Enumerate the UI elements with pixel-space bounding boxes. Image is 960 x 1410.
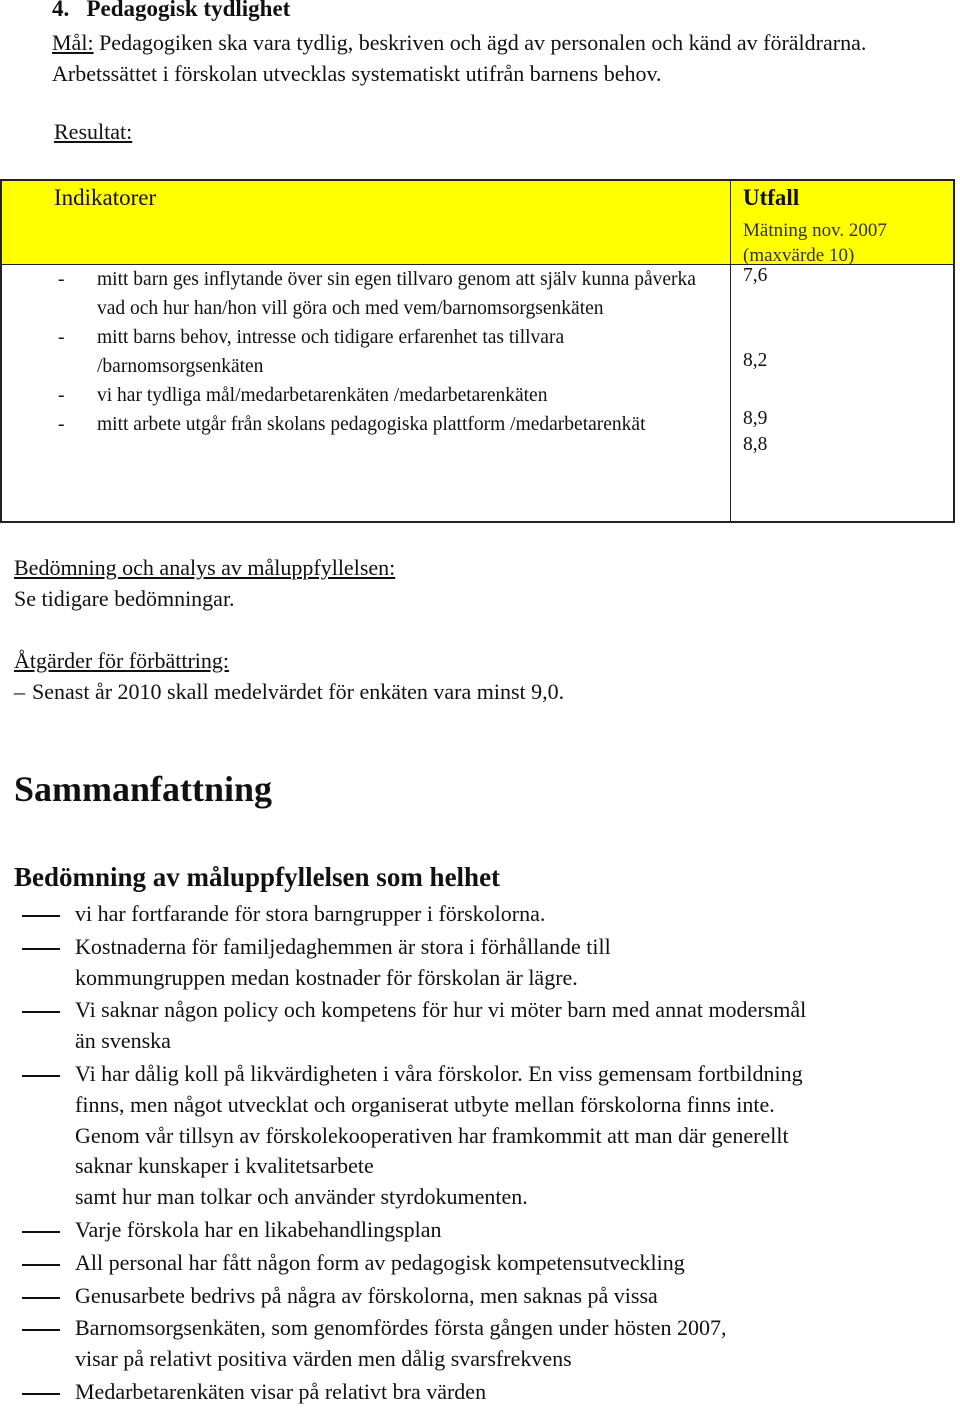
- header-measure: Mätning nov. 2007: [743, 220, 887, 241]
- bullet-line: Genom vår tillsyn av förskolekooperativen har framkommit att man där generellt: [75, 1122, 789, 1148]
- indicator-row: [2, 410, 722, 439]
- bullet-line: All personal har fått någon form av pedagogisk kompetensutveckling: [75, 1249, 685, 1275]
- actions-text: [14, 679, 564, 705]
- goal-paragraph: [52, 27, 932, 89]
- dash-marker: -: [58, 414, 65, 435]
- bullet-line: vi har fortfarande för stora barngrupper i förskolorna.: [75, 901, 546, 926]
- value-cell: 7,6: [743, 265, 768, 286]
- summary-bullet: [0, 1377, 960, 1408]
- indicator-text: mitt barn ges inflytande över sin egen tillvaro genom att själv kunna påverka vad och hur han/hon vill göra och med vem/barnomsorgsenkäten: [97, 269, 696, 319]
- indicator-list: [2, 265, 722, 439]
- summary-bullet: [0, 1215, 960, 1246]
- dash-marker: –: [14, 679, 25, 704]
- summary-bullet: [0, 995, 960, 1057]
- dash-icon: [22, 1297, 60, 1299]
- header-indicators: Indikatorer: [54, 185, 157, 210]
- bullet-line: Vi saknar någon policy och kompetens för hur vi möter barn med annat modersmål: [75, 997, 807, 1023]
- goal-label: Mål:: [52, 30, 94, 55]
- dash-icon: [22, 1231, 60, 1233]
- summary-bullet: [0, 1281, 960, 1312]
- actions-heading: Åtgärder för förbättring:: [14, 648, 230, 673]
- dash-icon: [22, 948, 60, 950]
- column-divider: [730, 181, 731, 521]
- dash-icon: [22, 1011, 60, 1013]
- bullet-line: Vi har dålig koll på likvärdigheten i våra förskolor. En viss gemensam fortbildning: [75, 1060, 803, 1086]
- summary-subheading: Bedömning av måluppfyllelsen som helhet: [14, 862, 501, 892]
- bullet-line: kommungruppen medan kostnader för förskolan är lägre.: [75, 964, 578, 990]
- bullet-line: Barnomsorgsenkäten, som genomfördes första gången under hösten 2007,: [75, 1315, 727, 1341]
- bullet-line: finns, men något utvecklat och organiserat utbyte mellan förskolorna finns inte.: [75, 1091, 775, 1117]
- header-outcome: Utfall: [743, 185, 800, 210]
- indicator-text: mitt barns behov, intresse och tidigare erfarenhet tas tillvara /barnomsorgsenkäten: [97, 327, 565, 377]
- table-header: [2, 181, 953, 265]
- assessment-text: Se tidigare bedömningar.: [14, 586, 235, 611]
- bullet-line: samt hur man tolkar och använder styrdokumenten.: [75, 1184, 528, 1210]
- value-cell: 8,8: [743, 434, 768, 455]
- goal-text: Pedagogiken ska vara tydlig, beskriven och ägd av personalen och känd av föräldrarna. Arbetssättet i förskolan utvecklas systematiskt utifrån barnens behov.: [52, 30, 867, 86]
- dash-icon: [22, 1075, 60, 1077]
- bullet-line: Varje förskola har en likabehandlingsplan: [75, 1216, 442, 1242]
- assessment-heading: Bedömning och analys av måluppfyllelsen:: [14, 555, 396, 580]
- header-max: (maxvärde 10): [743, 245, 855, 266]
- bullet-line: Genusarbete bedrivs på några av förskolorna, men saknas på vissa: [75, 1282, 658, 1308]
- section-title-text: Pedagogisk tydlighet: [86, 0, 291, 21]
- dash-icon: [22, 915, 60, 917]
- summary-title: Sammanfattning: [14, 769, 273, 809]
- value-cell: 8,9: [743, 408, 768, 429]
- summary-bullet: [0, 1059, 960, 1213]
- indicators-table: [0, 179, 955, 523]
- bullet-line: Medarbetarenkäten visar på relativt bra värden: [75, 1378, 487, 1404]
- indicator-text: vi har tydliga mål/medarbetarenkäten /medarbetarenkäten: [97, 385, 548, 406]
- indicator-text: mitt arbete utgår från skolans pedagogiska plattform /medarbetarenkät: [97, 414, 646, 435]
- actions-text-value: Senast år 2010 skall medelvärdet för enkäten vara minst 9,0.: [32, 679, 565, 704]
- bullet-line: saknar kunskaper i kvalitetsarbete: [75, 1153, 374, 1179]
- indicator-row: [2, 323, 722, 381]
- dash-marker: -: [58, 269, 65, 290]
- dash-icon: [22, 1329, 60, 1331]
- indicator-row: [2, 265, 722, 323]
- dash-marker: -: [58, 327, 65, 348]
- bullet-line: än svenska: [75, 1028, 171, 1054]
- header-measure-note: [743, 218, 943, 268]
- value-cell: 8,2: [743, 350, 768, 371]
- summary-bullet: [0, 1248, 960, 1279]
- dash-icon: [22, 1393, 60, 1395]
- bullet-line: Kostnaderna för familjedaghemmen är stora i förhållande till: [75, 933, 611, 959]
- bullet-line: visar på relativt positiva värden men dålig svarsfrekvens: [75, 1346, 572, 1372]
- section-number: 4.: [52, 0, 70, 21]
- summary-bullet-list: [0, 899, 960, 1410]
- indicator-row: [2, 381, 722, 410]
- summary-bullet: [0, 932, 960, 994]
- result-label: Resultat:: [54, 119, 133, 144]
- summary-bullet: [0, 899, 960, 930]
- dash-marker: -: [58, 385, 65, 406]
- dash-icon: [22, 1264, 60, 1266]
- section-title: [52, 0, 290, 22]
- summary-bullet: [0, 1313, 960, 1375]
